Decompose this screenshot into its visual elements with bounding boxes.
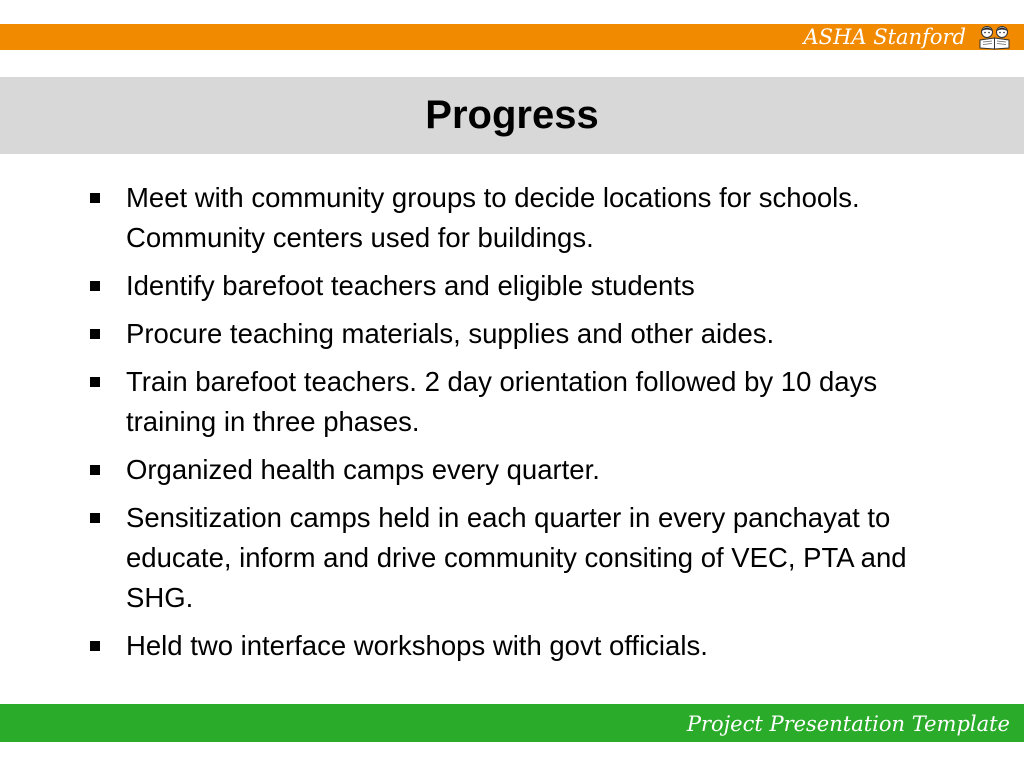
- bullet-text: Meet with community groups to decide locations for schools. Community centers used for buildings.: [126, 182, 860, 253]
- bullet-item: [88, 266, 948, 306]
- bullet-item: [88, 626, 948, 666]
- square-bullet-icon: [90, 329, 100, 339]
- bullet-list: [88, 178, 948, 674]
- square-bullet-icon: [90, 377, 100, 387]
- footer-text: Project Presentation Template: [686, 712, 1010, 736]
- bullet-text: Organized health camps every quarter.: [126, 454, 600, 485]
- bullet-item: [88, 362, 948, 442]
- square-bullet-icon: [90, 193, 100, 203]
- bullet-text: Procure teaching materials, supplies and other aides.: [126, 318, 775, 349]
- bullet-item: [88, 498, 948, 618]
- header-bar: [0, 24, 1024, 50]
- slide-title: Progress: [425, 93, 599, 137]
- bullet-text: Identify barefoot teachers and eligible students: [126, 270, 695, 301]
- square-bullet-icon: [90, 465, 100, 475]
- bullet-item: [88, 450, 948, 490]
- brand-name: ASHA Stanford: [803, 25, 966, 49]
- title-band: [0, 77, 1024, 154]
- footer-bar: [0, 704, 1024, 742]
- bullet-text: Sensitization camps held in each quarter in every panchayat to educate, inform and drive community consiting of VEC, PTA and SHG.: [126, 502, 907, 613]
- square-bullet-icon: [90, 281, 100, 291]
- bullet-text: Held two interface workshops with govt officials.: [126, 630, 708, 661]
- bullet-item: [88, 314, 948, 354]
- square-bullet-icon: [90, 641, 100, 651]
- bullet-text: Train barefoot teachers. 2 day orientation followed by 10 days training in three phases.: [126, 366, 878, 437]
- bullet-item: [88, 178, 948, 258]
- square-bullet-icon: [90, 513, 100, 523]
- asha-children-logo-icon: [976, 24, 1014, 50]
